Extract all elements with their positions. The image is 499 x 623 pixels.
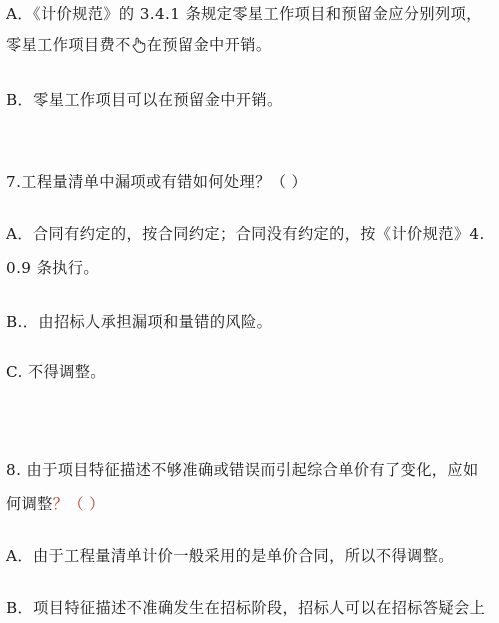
question-8-title <box>6 460 479 480</box>
line-text: A．《计价规范》的 3.4.1 条规定零星工作项目和预留金应分别列项， <box>6 5 482 23</box>
line-text: A．由于工程量清单计价一般采用的是单价合同，所以不得调整。 <box>6 547 454 565</box>
line-text: 零星工作项目费不 <box>6 36 131 54</box>
hand-pointer-icon <box>132 37 146 53</box>
text-line-option-a-q7-cont <box>6 258 99 278</box>
line-text: 0.9 条执行。 <box>6 259 99 277</box>
text-line-option-b-q8 <box>6 598 485 618</box>
text-line-option-b-q6 <box>6 90 283 110</box>
text-line-option-c-q7 <box>6 362 106 382</box>
line-text: B．项目特征描述不准确发生在招标阶段，招标人可以在招标答疑会上 <box>6 599 486 617</box>
line-text: 8. 由于项目特征描述不够准确或错误而引起综合单价有了变化，应如 <box>6 461 479 479</box>
line-text: 在预留金中开销。 <box>146 36 272 54</box>
line-text: B．零星工作项目可以在预留金中开销。 <box>6 91 283 109</box>
line-text: 何调整 <box>6 495 53 513</box>
question-8-title-cont <box>6 494 105 514</box>
text-line-option-a-q6 <box>6 4 482 24</box>
question-7-title <box>6 172 307 192</box>
text-line-option-a-q7 <box>6 224 485 244</box>
line-text: B.．由招标人承担漏项和量错的风险。 <box>6 313 273 331</box>
annotation-mark: ？（ ） <box>52 495 105 513</box>
text-line-option-a-q6-cont <box>6 35 271 55</box>
text-line-option-b-q7 <box>6 312 272 332</box>
line-text: C. 不得调整。 <box>6 363 106 381</box>
text-line-option-a-q8 <box>6 546 454 566</box>
line-text: A．合同有约定的，按合同约定；合同没有约定的，按《计价规范》4. <box>6 225 485 243</box>
line-text: 7.工程量清单中漏项或有错如何处理？（ ） <box>6 173 308 191</box>
